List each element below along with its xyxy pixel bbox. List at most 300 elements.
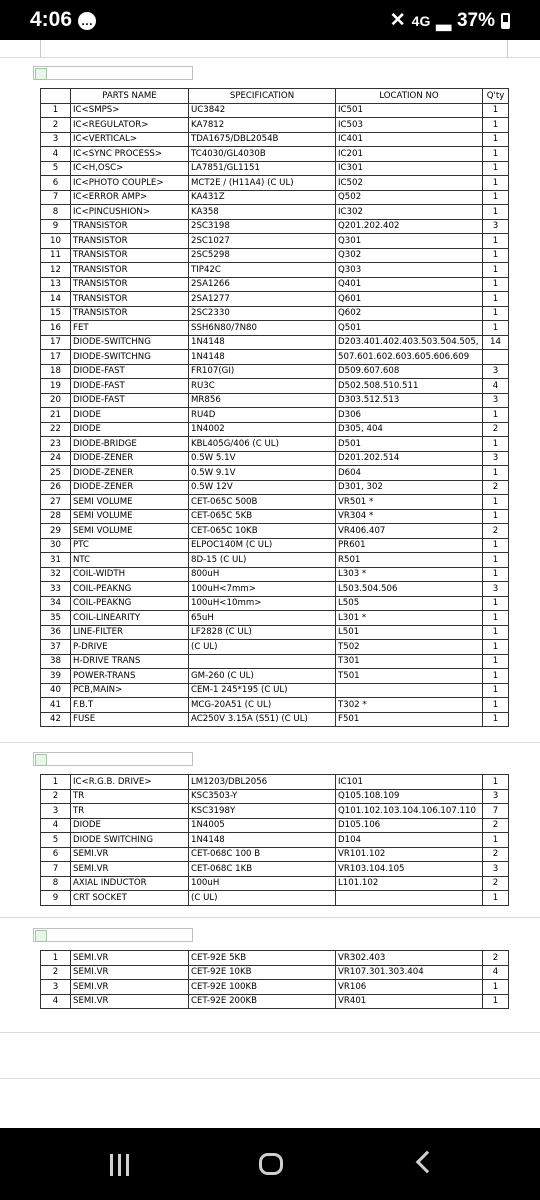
table-cell: 2 bbox=[41, 789, 71, 804]
table-cell: CET-065C 5KB bbox=[189, 509, 336, 524]
table-cell: D203.401.402.403.503.504.505, bbox=[336, 335, 483, 350]
table-row bbox=[41, 891, 509, 906]
table-cell: 17 bbox=[41, 350, 71, 365]
table-cell: D301, 302 bbox=[336, 480, 483, 495]
table-cell: IC302 bbox=[336, 205, 483, 220]
table-cell: VR302.403 bbox=[336, 951, 483, 966]
table-cell: (C UL) bbox=[189, 640, 336, 655]
table-cell: IC<R.G.B. DRIVE> bbox=[71, 775, 189, 790]
table-cell: 1 bbox=[483, 611, 509, 626]
table-cell: 2 bbox=[483, 422, 509, 437]
table-row bbox=[41, 118, 509, 133]
table-cell: CET-065C 500B bbox=[189, 495, 336, 510]
table-row bbox=[41, 538, 509, 553]
table-cell: Q601 bbox=[336, 292, 483, 307]
table-row bbox=[41, 451, 509, 466]
table-cell: TRANSISTOR bbox=[71, 219, 189, 234]
status-bar bbox=[0, 0, 540, 40]
table-cell: 30 bbox=[41, 538, 71, 553]
table-cell: 9 bbox=[41, 219, 71, 234]
table-cell bbox=[483, 350, 509, 365]
table-cell: AXIAL INDUCTOR bbox=[71, 876, 189, 891]
table-cell: 1 bbox=[483, 466, 509, 481]
table-cell: MR856 bbox=[189, 393, 336, 408]
table-cell: DIODE-BRIDGE bbox=[71, 437, 189, 452]
table-cell: Q401 bbox=[336, 277, 483, 292]
table-cell: IC401 bbox=[336, 132, 483, 147]
table-cell: 7 bbox=[483, 804, 509, 819]
mute-icon: ✕ bbox=[389, 10, 406, 31]
table-cell: 1 bbox=[483, 132, 509, 147]
table-cell: 36 bbox=[41, 625, 71, 640]
table-row bbox=[41, 437, 509, 452]
table-cell: 25 bbox=[41, 466, 71, 481]
table-row bbox=[41, 994, 509, 1009]
table-cell: 4 bbox=[483, 379, 509, 394]
table-cell: 800uH bbox=[189, 567, 336, 582]
table-header-cell: LOCATION NO bbox=[336, 89, 483, 104]
table-cell: AC250V 3.15A (S51) (C UL) bbox=[189, 712, 336, 727]
table-cell: 6 bbox=[41, 847, 71, 862]
table-cell: L501 bbox=[336, 625, 483, 640]
table-cell: 35 bbox=[41, 611, 71, 626]
table-cell: 1 bbox=[483, 190, 509, 205]
table-row bbox=[41, 132, 509, 147]
table-cell: D502.508.510.511 bbox=[336, 379, 483, 394]
table-row bbox=[41, 335, 509, 350]
table-cell: L503.504.506 bbox=[336, 582, 483, 597]
table-row bbox=[41, 509, 509, 524]
table-cell: H-DRIVE TRANS bbox=[71, 654, 189, 669]
table-cell: TRANSISTOR bbox=[71, 248, 189, 263]
table-cell: 1 bbox=[483, 147, 509, 162]
table-cell: DIODE-FAST bbox=[71, 364, 189, 379]
table-cell: 1 bbox=[483, 891, 509, 906]
table-cell: NTC bbox=[71, 553, 189, 568]
table-row bbox=[41, 263, 509, 278]
table-cell: 2SC5298 bbox=[189, 248, 336, 263]
table-cell: 2 bbox=[483, 847, 509, 862]
table-cell: 1 bbox=[483, 277, 509, 292]
table-cell: 2 bbox=[483, 876, 509, 891]
table-header-cell: SPECIFICATION bbox=[189, 89, 336, 104]
table-row bbox=[41, 408, 509, 423]
table-row bbox=[41, 818, 509, 833]
table-cell: IC<SYNC PROCESS> bbox=[71, 147, 189, 162]
table-cell: CRT SOCKET bbox=[71, 891, 189, 906]
table-cell: 1 bbox=[483, 408, 509, 423]
table-row bbox=[41, 248, 509, 263]
table-cell: F501 bbox=[336, 712, 483, 727]
table-cell: 7 bbox=[41, 862, 71, 877]
table-cell: 27 bbox=[41, 495, 71, 510]
table-cell bbox=[189, 654, 336, 669]
table-cell: KA358 bbox=[189, 205, 336, 220]
table-cell: 1 bbox=[483, 437, 509, 452]
status-right bbox=[390, 9, 510, 32]
table-cell: TDA1675/DBL2054B bbox=[189, 132, 336, 147]
table-cell: 38 bbox=[41, 654, 71, 669]
table-cell: 42 bbox=[41, 712, 71, 727]
table-cell: 17 bbox=[41, 335, 71, 350]
table-cell: TR bbox=[71, 804, 189, 819]
table-cell: 37 bbox=[41, 640, 71, 655]
table-row bbox=[41, 103, 509, 118]
table-cell: IC502 bbox=[336, 176, 483, 191]
table-cell: 1N4002 bbox=[189, 422, 336, 437]
table-row bbox=[41, 147, 509, 162]
broken-image-icon bbox=[33, 66, 193, 80]
table-cell bbox=[336, 891, 483, 906]
table-cell: T301 bbox=[336, 654, 483, 669]
table-cell: 1 bbox=[41, 103, 71, 118]
table-cell: 20 bbox=[41, 393, 71, 408]
table-cell: D201.202.514 bbox=[336, 451, 483, 466]
table-header-cell: Q'ty bbox=[483, 89, 509, 104]
table-cell: Q502 bbox=[336, 190, 483, 205]
table-row bbox=[41, 277, 509, 292]
table-row bbox=[41, 965, 509, 980]
table-cell: 1 bbox=[483, 306, 509, 321]
table-cell: DIODE bbox=[71, 818, 189, 833]
table-row bbox=[41, 698, 509, 713]
table-cell: 1 bbox=[483, 509, 509, 524]
table-row bbox=[41, 582, 509, 597]
table-cell: 1 bbox=[483, 321, 509, 336]
table-cell: 21 bbox=[41, 408, 71, 423]
table-cell: 31 bbox=[41, 553, 71, 568]
table-cell: 1 bbox=[483, 775, 509, 790]
table-cell: MCT2E / (H11A4) (C UL) bbox=[189, 176, 336, 191]
table-cell: 1 bbox=[483, 654, 509, 669]
signal-icon: ▂ bbox=[436, 10, 451, 31]
table-cell: SSH6N80/7N80 bbox=[189, 321, 336, 336]
table-cell: LF2828 (C UL) bbox=[189, 625, 336, 640]
table-row bbox=[41, 466, 509, 481]
table-cell: 40 bbox=[41, 683, 71, 698]
table-cell: D305, 404 bbox=[336, 422, 483, 437]
table-cell: 1N4005 bbox=[189, 818, 336, 833]
table-row bbox=[41, 789, 509, 804]
table-row bbox=[41, 234, 509, 249]
table-cell: VR103.104.105 bbox=[336, 862, 483, 877]
table-cell: 3 bbox=[483, 862, 509, 877]
table-cell: MCG-20A51 (C UL) bbox=[189, 698, 336, 713]
table-cell: COIL-PEAKNG bbox=[71, 596, 189, 611]
table-cell: 2 bbox=[483, 524, 509, 539]
table-cell: COIL-WIDTH bbox=[71, 567, 189, 582]
table-cell: 4 bbox=[41, 994, 71, 1009]
table-cell: 8 bbox=[41, 876, 71, 891]
back-button[interactable] bbox=[405, 1148, 445, 1180]
table-cell: 23 bbox=[41, 437, 71, 452]
table-cell: IC<PINCUSHION> bbox=[71, 205, 189, 220]
table-cell: COIL-PEAKNG bbox=[71, 582, 189, 597]
table-cell: VR401 bbox=[336, 994, 483, 1009]
table-cell: KBL405G/406 (C UL) bbox=[189, 437, 336, 452]
table-cell: KSC3198Y bbox=[189, 804, 336, 819]
table-cell: 65uH bbox=[189, 611, 336, 626]
table-cell: DIODE-SWITCHNG bbox=[71, 335, 189, 350]
table-cell: SEMI VOLUME bbox=[71, 524, 189, 539]
table-cell: 1 bbox=[483, 669, 509, 684]
table-cell: IC<VERTICAL> bbox=[71, 132, 189, 147]
table-cell: 0.5W 9.1V bbox=[189, 466, 336, 481]
table-cell: 5 bbox=[41, 833, 71, 848]
table-cell: KSC3503-Y bbox=[189, 789, 336, 804]
table-cell: 2 bbox=[41, 118, 71, 133]
main-parts-table bbox=[40, 88, 509, 727]
table-cell: LINE-FILTER bbox=[71, 625, 189, 640]
table-cell: 1 bbox=[483, 640, 509, 655]
table-cell: 0.5W 12V bbox=[189, 480, 336, 495]
recent-apps-button[interactable] bbox=[100, 1148, 140, 1180]
table-cell: 3 bbox=[483, 364, 509, 379]
table-cell: DIODE-ZENER bbox=[71, 480, 189, 495]
table-row bbox=[41, 611, 509, 626]
table-row bbox=[41, 205, 509, 220]
table-cell: 3 bbox=[483, 582, 509, 597]
table-cell: TRANSISTOR bbox=[71, 292, 189, 307]
table-cell: Q302 bbox=[336, 248, 483, 263]
table-cell: D105.106 bbox=[336, 818, 483, 833]
table-cell: VR304 * bbox=[336, 509, 483, 524]
table-cell: SEMI.VR bbox=[71, 951, 189, 966]
table-cell: VR106 bbox=[336, 980, 483, 995]
table-cell: 0.5W 5.1V bbox=[189, 451, 336, 466]
table-cell: KA7812 bbox=[189, 118, 336, 133]
table-cell: 12 bbox=[41, 263, 71, 278]
table-row bbox=[41, 654, 509, 669]
table-header-row bbox=[41, 89, 509, 104]
table-cell: PCB,MAIN> bbox=[71, 683, 189, 698]
table-cell: 1 bbox=[41, 775, 71, 790]
table-cell: 14 bbox=[41, 292, 71, 307]
table-cell: 3 bbox=[483, 451, 509, 466]
table-cell: 14 bbox=[483, 335, 509, 350]
table-cell: DIODE bbox=[71, 422, 189, 437]
table-row bbox=[41, 876, 509, 891]
table-cell: DIODE-FAST bbox=[71, 393, 189, 408]
table-cell: (C UL) bbox=[189, 891, 336, 906]
table-cell: SEMI.VR bbox=[71, 965, 189, 980]
table-row bbox=[41, 951, 509, 966]
table-cell: IC<H,OSC> bbox=[71, 161, 189, 176]
table-cell: 2 bbox=[483, 818, 509, 833]
table-cell: RU3C bbox=[189, 379, 336, 394]
table-cell: 2SC1027 bbox=[189, 234, 336, 249]
table-cell: 33 bbox=[41, 582, 71, 597]
table-row bbox=[41, 495, 509, 510]
table-row bbox=[41, 379, 509, 394]
table-cell: IC301 bbox=[336, 161, 483, 176]
table-cell: TRANSISTOR bbox=[71, 306, 189, 321]
table-cell: Q301 bbox=[336, 234, 483, 249]
table-cell: 1 bbox=[483, 248, 509, 263]
table-cell: 2SA1277 bbox=[189, 292, 336, 307]
table-cell: L505 bbox=[336, 596, 483, 611]
table-cell: IC501 bbox=[336, 103, 483, 118]
table-cell: ELPOC140M (C UL) bbox=[189, 538, 336, 553]
table-cell: 5 bbox=[41, 161, 71, 176]
table-cell: Q201.202.402 bbox=[336, 219, 483, 234]
table-cell: POWER-TRANS bbox=[71, 669, 189, 684]
table-cell: D604 bbox=[336, 466, 483, 481]
message-notification-icon: … bbox=[78, 12, 96, 30]
table-cell: 3 bbox=[41, 980, 71, 995]
table-row bbox=[41, 161, 509, 176]
table-cell: 28 bbox=[41, 509, 71, 524]
table-row bbox=[41, 480, 509, 495]
table-cell: PR601 bbox=[336, 538, 483, 553]
table-row bbox=[41, 625, 509, 640]
table-row bbox=[41, 596, 509, 611]
table-cell: 1 bbox=[483, 103, 509, 118]
table-cell: 6 bbox=[41, 176, 71, 191]
table-row bbox=[41, 712, 509, 727]
table-row bbox=[41, 683, 509, 698]
table-cell: IC101 bbox=[336, 775, 483, 790]
table-cell: 4 bbox=[41, 147, 71, 162]
table-cell: SEMI.VR bbox=[71, 994, 189, 1009]
table-cell: Q602 bbox=[336, 306, 483, 321]
table-cell: Q501 bbox=[336, 321, 483, 336]
table-cell: COIL-LINEARITY bbox=[71, 611, 189, 626]
table-cell: 4 bbox=[41, 818, 71, 833]
table-cell: SEMI.VR bbox=[71, 847, 189, 862]
table-cell: T501 bbox=[336, 669, 483, 684]
table-cell: L303 * bbox=[336, 567, 483, 582]
table-cell: 1 bbox=[483, 712, 509, 727]
table-cell: 1 bbox=[483, 994, 509, 1009]
table-cell bbox=[336, 683, 483, 698]
table-cell: 4 bbox=[483, 965, 509, 980]
table-cell: 18 bbox=[41, 364, 71, 379]
table-cell: 1N4148 bbox=[189, 350, 336, 365]
table-cell: 100uH bbox=[189, 876, 336, 891]
table-cell: 3 bbox=[41, 804, 71, 819]
table-cell: SEMI.VR bbox=[71, 980, 189, 995]
table-cell: TRANSISTOR bbox=[71, 263, 189, 278]
table-cell: 11 bbox=[41, 248, 71, 263]
rgb-parts-table bbox=[40, 774, 509, 906]
table-row bbox=[41, 847, 509, 862]
table-cell: 10 bbox=[41, 234, 71, 249]
table-cell: 26 bbox=[41, 480, 71, 495]
table-cell: T502 bbox=[336, 640, 483, 655]
broken-image-icon bbox=[33, 752, 193, 766]
network-type: 4G bbox=[411, 12, 431, 29]
table-cell: GM-260 (C UL) bbox=[189, 669, 336, 684]
table-cell: CET-065C 10KB bbox=[189, 524, 336, 539]
table-cell: 1 bbox=[483, 833, 509, 848]
broken-image-icon bbox=[33, 928, 193, 942]
table-cell: CET-068C 100 B bbox=[189, 847, 336, 862]
table-cell: CEM-1 245*195 (C UL) bbox=[189, 683, 336, 698]
table-row bbox=[41, 862, 509, 877]
table-cell: D501 bbox=[336, 437, 483, 452]
table-cell: D104 bbox=[336, 833, 483, 848]
table-cell: 100uH<7mm> bbox=[189, 582, 336, 597]
table-header-cell bbox=[41, 89, 71, 104]
table-cell: 1 bbox=[483, 698, 509, 713]
table-cell: KA431Z bbox=[189, 190, 336, 205]
table-cell: RU4D bbox=[189, 408, 336, 423]
table-cell: IC<ERROR AMP> bbox=[71, 190, 189, 205]
table-cell: CET-068C 1KB bbox=[189, 862, 336, 877]
table-cell: 1 bbox=[483, 495, 509, 510]
table-cell: TR bbox=[71, 789, 189, 804]
table-cell: TRANSISTOR bbox=[71, 277, 189, 292]
table-cell: FR107(GI) bbox=[189, 364, 336, 379]
table-row bbox=[41, 804, 509, 819]
table-cell: 3 bbox=[483, 219, 509, 234]
table-cell: DIODE-FAST bbox=[71, 379, 189, 394]
table-row bbox=[41, 524, 509, 539]
table-cell: L301 * bbox=[336, 611, 483, 626]
table-row bbox=[41, 669, 509, 684]
table-row bbox=[41, 422, 509, 437]
table-cell: DIODE-SWITCHNG bbox=[71, 350, 189, 365]
table-cell: 34 bbox=[41, 596, 71, 611]
table-header-cell: PARTS NAME bbox=[71, 89, 189, 104]
table-row bbox=[41, 393, 509, 408]
table-cell: Q101.102.103.104.106.107.110 bbox=[336, 804, 483, 819]
top-image-strip bbox=[40, 40, 508, 58]
table-cell: DIODE SWITCHING bbox=[71, 833, 189, 848]
document-page[interactable] bbox=[0, 40, 540, 1128]
table-cell: DIODE bbox=[71, 408, 189, 423]
table-cell: VR101.102 bbox=[336, 847, 483, 862]
table-row bbox=[41, 219, 509, 234]
table-row bbox=[41, 306, 509, 321]
table-cell: T302 * bbox=[336, 698, 483, 713]
home-button[interactable] bbox=[250, 1148, 290, 1180]
table-cell: 9 bbox=[41, 891, 71, 906]
table-cell: 1N4148 bbox=[189, 335, 336, 350]
table-cell: 1 bbox=[483, 553, 509, 568]
table-row bbox=[41, 775, 509, 790]
table-cell: 16 bbox=[41, 321, 71, 336]
table-cell: 1 bbox=[483, 176, 509, 191]
table-cell: 8D-15 (C UL) bbox=[189, 553, 336, 568]
status-time: 4:06 bbox=[30, 8, 73, 31]
table-cell: IC<PHOTO COUPLE> bbox=[71, 176, 189, 191]
table-cell: 1 bbox=[483, 567, 509, 582]
vr-parts-table bbox=[40, 950, 509, 1009]
table-cell: Q105.108.109 bbox=[336, 789, 483, 804]
table-cell: CET-92E 100KB bbox=[189, 980, 336, 995]
table-cell: D303.512.513 bbox=[336, 393, 483, 408]
table-row bbox=[41, 292, 509, 307]
table-cell: 1 bbox=[483, 234, 509, 249]
table-cell: 41 bbox=[41, 698, 71, 713]
table-cell: 100uH<10mm> bbox=[189, 596, 336, 611]
table-cell: Q303 bbox=[336, 263, 483, 278]
table-cell: 3 bbox=[483, 393, 509, 408]
table-cell: 2SC2330 bbox=[189, 306, 336, 321]
table-cell: TC4030/GL4030B bbox=[189, 147, 336, 162]
table-cell: 1 bbox=[483, 263, 509, 278]
table-cell: 29 bbox=[41, 524, 71, 539]
table-cell: IC503 bbox=[336, 118, 483, 133]
table-cell: 2SC3198 bbox=[189, 219, 336, 234]
table-cell: 24 bbox=[41, 451, 71, 466]
table-cell: TIP42C bbox=[189, 263, 336, 278]
table-cell: 8 bbox=[41, 205, 71, 220]
table-cell: 1N4148 bbox=[189, 833, 336, 848]
navigation-bar bbox=[0, 1128, 540, 1200]
